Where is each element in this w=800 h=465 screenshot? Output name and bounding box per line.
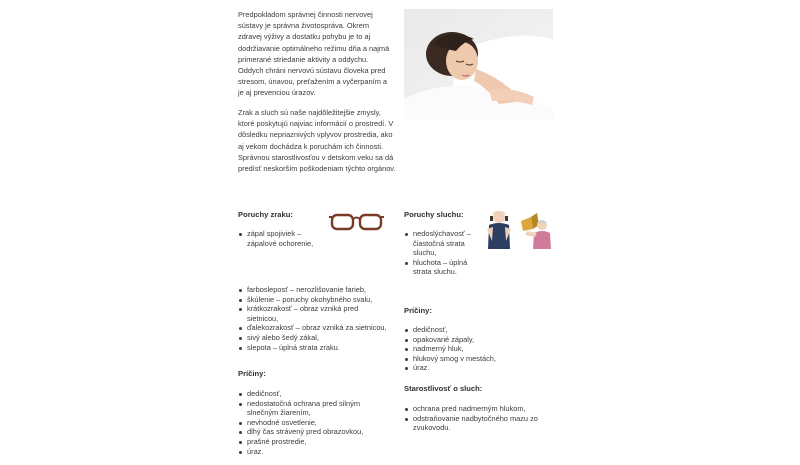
list-item: hlukový smog v mestách, xyxy=(404,354,524,364)
list-item: nadmerný hluk, xyxy=(404,344,524,354)
vision-disorders-heading: Poruchy zraku: xyxy=(238,210,293,219)
list-item: dedičnosť, xyxy=(404,325,524,335)
hearing-disorders-list xyxy=(404,229,476,277)
list-item: hluchota – úplná strata sluchu. xyxy=(404,258,476,277)
list-item: zápal spojiviek – zápalové ochorenie, xyxy=(238,229,320,248)
list-item: opakované zápaly, xyxy=(404,335,524,345)
list-item: ďalekozrakosť – obraz vzniká za sietnicou, xyxy=(238,323,388,333)
list-item: úraz. xyxy=(404,363,524,373)
vision-disorders-list-2 xyxy=(238,285,388,352)
glasses-image xyxy=(329,210,384,234)
vision-disorders-list-1 xyxy=(238,229,320,248)
list-item: úraz. xyxy=(238,447,378,457)
list-item: škúlenie – poruchy okohybného svalu, xyxy=(238,295,388,305)
intro-paragraph-1: Predpokladom správnej činnosti nervovej sústavy je správna životospráva. Okrem zdravej výživy a dostatku pohybu je to aj dodržiavanie optimálneho režimu dňa a najmä primerané striedanie aktivity a oddychu. Oddych chráni nervovú sústavu človeka pred stresom, únavou, preťažením a vyčerpaním a je aj prevenciou úrazov. xyxy=(238,10,390,98)
list-item: farbosleposť – nerozlišovanie farieb, xyxy=(238,285,388,295)
list-item: slepota – úplná strata zraku. xyxy=(238,343,388,353)
list-item: nedostatočná ochrana pred silným slnečným žiarením, xyxy=(238,399,378,418)
hearing-care-list xyxy=(404,404,549,433)
intro-paragraph-2: Zrak a sluch sú naše najdôležitejšie zmysly, ktoré poskytujú najviac informácií o prostredí. V dôsledku nepriaznivých vplyvov prostredia, ako aj vekom dochádza k poruchám ich činnosti. Správnou starostlivosťou v detskom veku sa dá predísť neskorším poškodeniam týchto orgánov. xyxy=(238,108,396,174)
hearing-people-image xyxy=(487,207,553,249)
hearing-causes-list xyxy=(404,325,524,373)
list-item: nedoslýchavosť – čiastočná strata sluchu, xyxy=(404,229,476,258)
hearing-care-heading: Starostlivosť o sluch: xyxy=(404,384,483,393)
list-item: odstraňovanie nadbytočného mazu zo zvukovodu. xyxy=(404,414,549,433)
vision-causes-heading: Príčiny: xyxy=(238,369,266,378)
list-item: ochrana pred nadmerným hlukom, xyxy=(404,404,549,414)
sleeping-woman-image xyxy=(404,9,553,120)
hearing-disorders-heading: Poruchy sluchu: xyxy=(404,210,464,219)
list-item: dedičnosť, xyxy=(238,389,378,399)
hearing-causes-heading: Príčiny: xyxy=(404,306,432,315)
list-item: nevhodné osvetlenie, xyxy=(238,418,378,428)
list-item: prašné prostredie, xyxy=(238,437,378,447)
list-item: sivý alebo šedý zákal, xyxy=(238,333,388,343)
list-item: dlhý čas strávený pred obrazovkou, xyxy=(238,427,378,437)
vision-causes-list xyxy=(238,389,378,456)
list-item: krátkozrakosť – obraz vzniká pred sietnicou, xyxy=(238,304,388,323)
